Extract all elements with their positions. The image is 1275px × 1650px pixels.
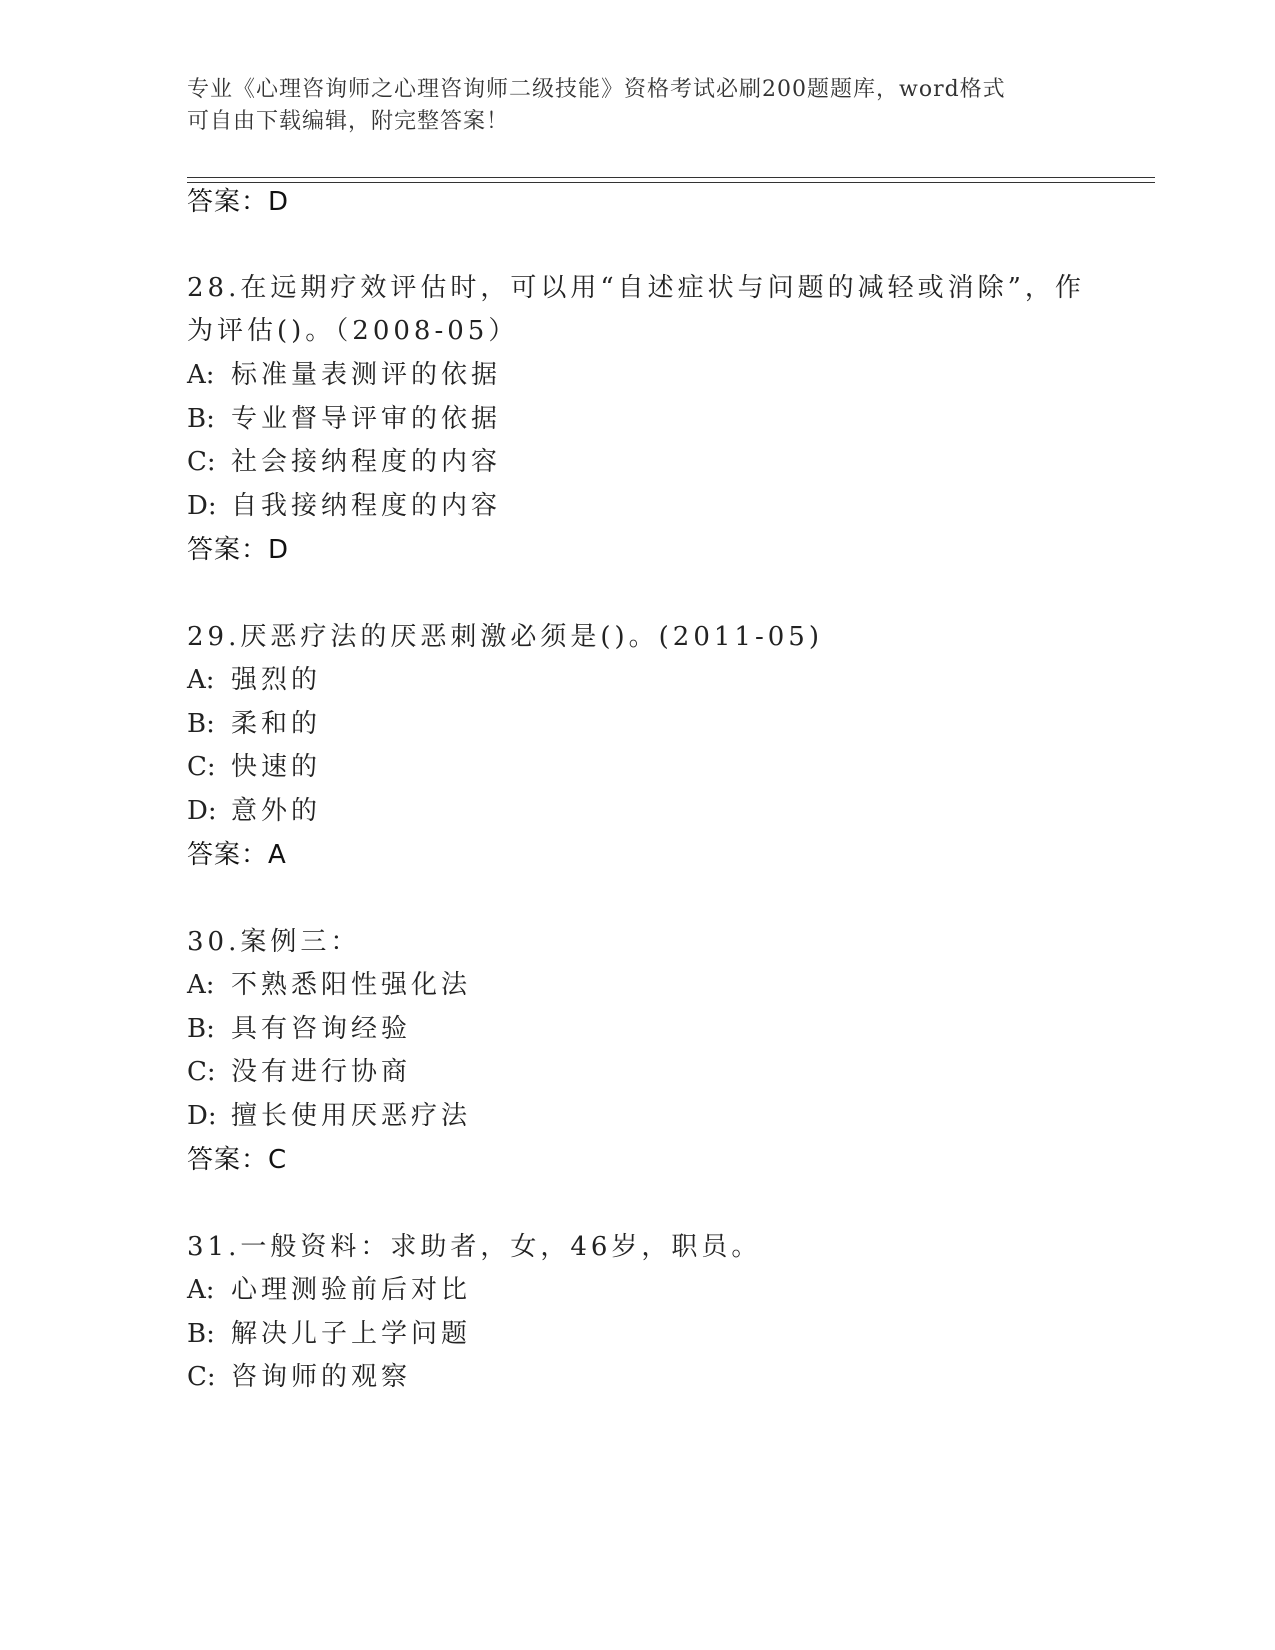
option-b [187, 1314, 471, 1354]
question-stem: 29.厌恶疗法的厌恶刺激必须是()。(2011-05) [187, 622, 823, 652]
question-stem: 31.一般资料：求助者，女，46岁，职员。 [187, 1232, 762, 1262]
header-line-1: 专业《心理咨询师之心理咨询师二级技能》资格考试必刷200题题库，word格式 [187, 77, 1006, 102]
option-a [187, 660, 321, 700]
option-text: 擅长使用厌恶疗法 [231, 1101, 472, 1131]
option-letter: B: [187, 1319, 215, 1349]
option-letter: C: [187, 1362, 216, 1392]
option-letter: B: [187, 404, 215, 434]
option-text: 柔和的 [231, 709, 322, 739]
option-text: 没有进行协商 [231, 1057, 412, 1087]
answer-line: 答案：A [187, 840, 287, 870]
option-letter: A: [187, 1275, 215, 1305]
option-d [187, 486, 501, 526]
option-letter: B: [187, 1014, 215, 1044]
option-c [187, 1357, 411, 1397]
option-text: 强烈的 [231, 665, 322, 695]
option-text: 社会接纳程度的内容 [231, 447, 502, 477]
option-letter: C: [187, 1057, 216, 1087]
option-text: 快速的 [231, 752, 322, 782]
header-divider [187, 177, 1155, 183]
option-text: 不熟悉阳性强化法 [231, 970, 472, 1000]
option-b [187, 399, 501, 439]
option-text: 解决儿子上学问题 [231, 1319, 472, 1349]
question-stem: 30.案例三： [187, 927, 361, 957]
question-stem-continued: 为评估()。（2008-05） [187, 316, 519, 346]
answer-line: 答案：C [187, 1145, 288, 1175]
question-stem: 28.在远期疗效评估时，可以用“自述症状与问题的减轻或消除”，作 [187, 273, 1085, 303]
option-letter: D: [187, 1101, 217, 1131]
option-text: 标准量表测评的依据 [231, 360, 502, 390]
page-header [187, 74, 1087, 138]
option-c [187, 1052, 411, 1092]
option-text: 意外的 [231, 796, 322, 826]
option-a [187, 965, 471, 1005]
option-letter: A: [187, 360, 215, 390]
option-text: 专业督导评审的依据 [231, 404, 502, 434]
answer-line: 答案：D [187, 535, 290, 565]
option-letter: C: [187, 752, 216, 782]
option-b [187, 1009, 411, 1049]
option-text: 自我接纳程度的内容 [231, 491, 502, 521]
option-c [187, 747, 321, 787]
option-letter: A: [187, 970, 215, 1000]
option-a [187, 355, 501, 395]
option-letter: B: [187, 709, 215, 739]
option-c [187, 442, 501, 482]
option-letter: C: [187, 447, 216, 477]
option-letter: D: [187, 796, 217, 826]
option-a [187, 1270, 471, 1310]
option-letter: A: [187, 665, 215, 695]
header-line-2: 可自由下载编辑，附完整答案！ [187, 109, 510, 134]
option-b [187, 704, 321, 744]
option-text: 咨询师的观察 [231, 1362, 412, 1392]
option-text: 具有咨询经验 [231, 1014, 412, 1044]
option-d [187, 791, 321, 831]
option-d [187, 1096, 471, 1136]
answer-line: 答案：D [187, 187, 290, 217]
option-text: 心理测验前后对比 [231, 1275, 472, 1305]
option-letter: D: [187, 491, 217, 521]
